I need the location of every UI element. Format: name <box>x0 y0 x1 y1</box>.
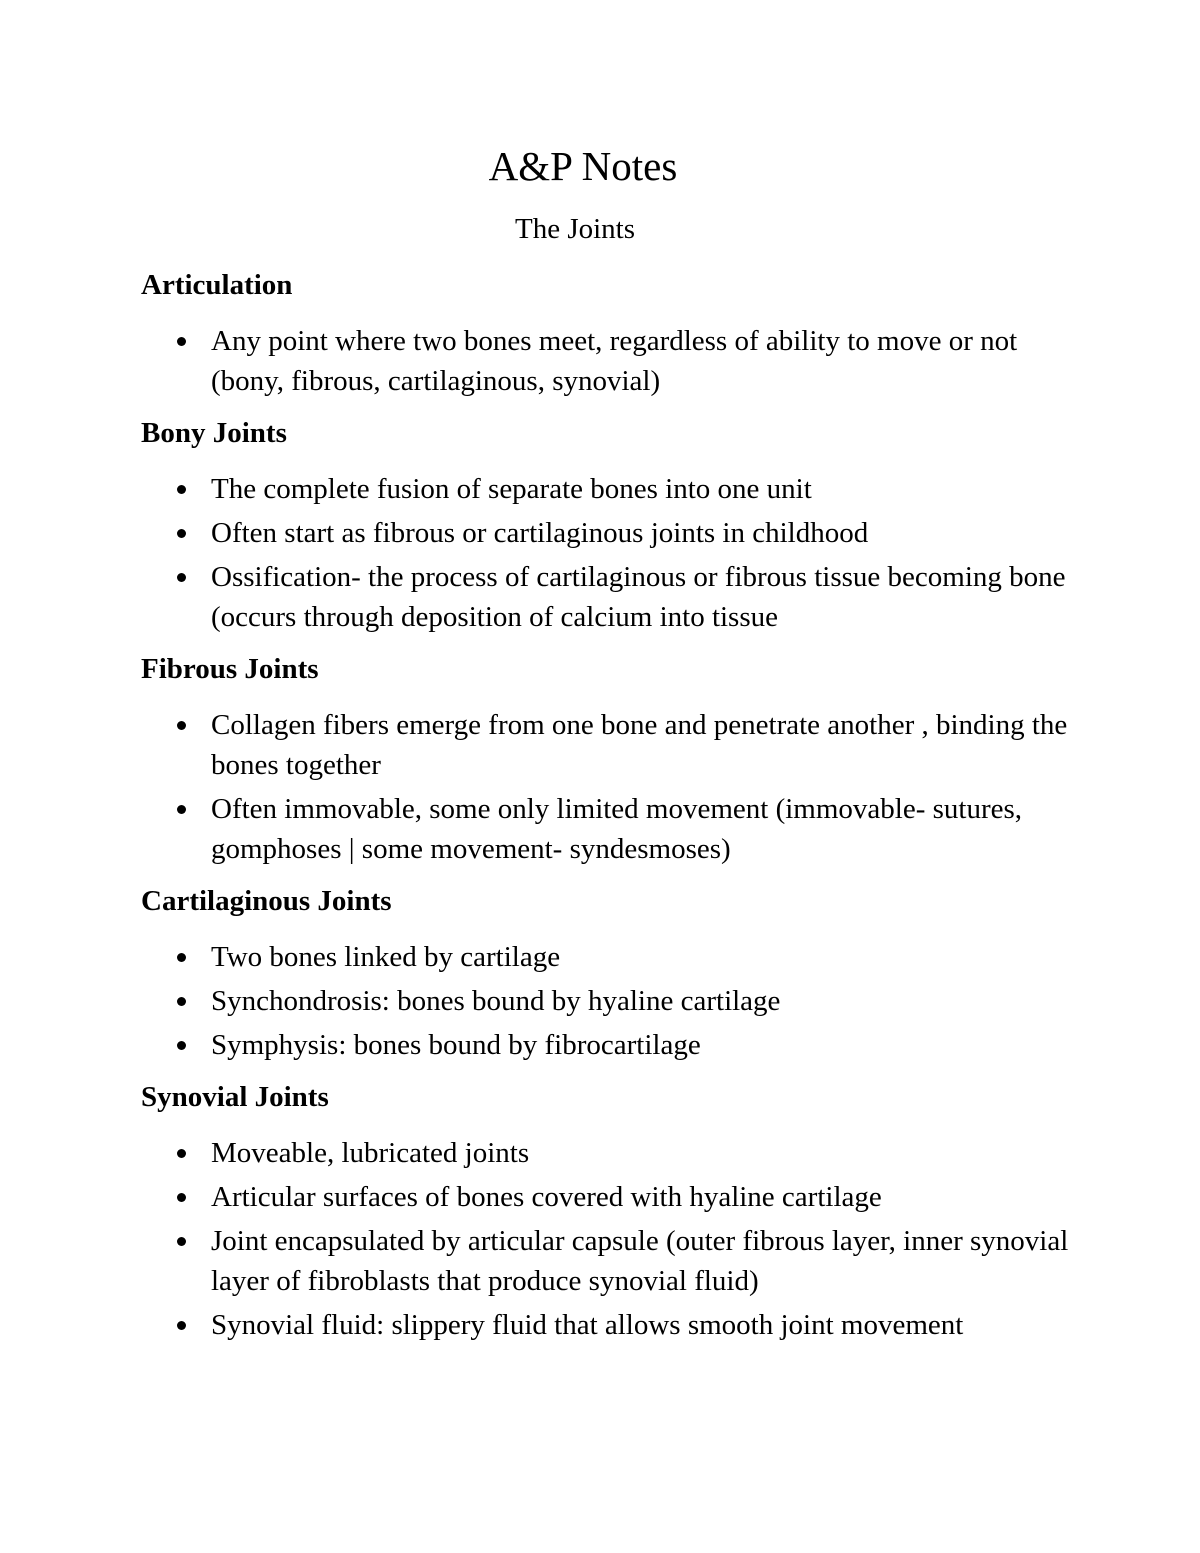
bullet-icon <box>177 485 186 494</box>
bullet-icon <box>177 529 186 538</box>
bullet-icon <box>177 337 186 346</box>
list-item <box>141 1177 1071 1217</box>
list-item-text: Articular surfaces of bones covered with hyaline cartilage <box>211 1181 882 1213</box>
bullet-icon <box>177 805 186 814</box>
list-item-text: Often immovable, some only limited movement (immovable- sutures, gomphoses | some movement- syndesmoses) <box>211 793 1023 865</box>
list-item <box>141 981 1071 1021</box>
bullet-list <box>141 705 1071 869</box>
notes-content <box>141 265 1071 1357</box>
section-heading: Cartilaginous Joints <box>141 885 392 917</box>
list-item <box>141 1133 1071 1173</box>
list-item <box>141 557 1071 637</box>
bullet-icon <box>177 953 186 962</box>
list-item <box>141 789 1071 869</box>
list-item-text: Collagen fibers emerge from one bone and penetrate another , binding the bones together <box>211 709 1068 781</box>
document-subtitle: The Joints <box>514 213 636 245</box>
list-item <box>141 1221 1071 1301</box>
section-cartilaginous-joints <box>141 881 1071 1065</box>
list-item <box>141 321 1071 401</box>
section-articulation <box>141 265 1071 401</box>
bullet-list <box>141 1133 1071 1345</box>
bullet-icon <box>177 1149 186 1158</box>
list-item-text: Any point where two bones meet, regardless of ability to move or not (bony, fibrous, cartilaginous, synovial) <box>211 325 1018 397</box>
bullet-list <box>141 321 1071 401</box>
list-item-text: Joint encapsulated by articular capsule (outer fibrous layer, inner synovial layer of fibroblasts that produce synovial fluid) <box>211 1225 1069 1297</box>
bullet-icon <box>177 573 186 582</box>
bullet-icon <box>177 1321 186 1330</box>
list-item-text: Two bones linked by cartilage <box>211 941 561 973</box>
section-heading: Fibrous Joints <box>141 653 319 685</box>
bullet-icon <box>177 997 186 1006</box>
bullet-list <box>141 937 1071 1065</box>
list-item <box>141 469 1071 509</box>
list-item-text: Synovial fluid: slippery fluid that allows smooth joint movement <box>211 1309 964 1341</box>
section-heading: Bony Joints <box>141 417 287 449</box>
bullet-icon <box>177 1237 186 1246</box>
list-item-text: Ossification- the process of cartilaginous or fibrous tissue becoming bone (occurs through deposition of calcium into tissue <box>211 561 1066 633</box>
list-item <box>141 513 1071 553</box>
list-item <box>141 1025 1071 1065</box>
section-heading: Synovial Joints <box>141 1081 329 1113</box>
list-item-text: Moveable, lubricated joints <box>211 1137 530 1169</box>
section-heading: Articulation <box>141 269 293 301</box>
list-item <box>141 705 1071 785</box>
list-item <box>141 937 1071 977</box>
section-fibrous-joints <box>141 649 1071 869</box>
list-item-text: Often start as fibrous or cartilaginous joints in childhood <box>211 517 869 549</box>
bullet-icon <box>177 1041 186 1050</box>
bullet-icon <box>177 721 186 730</box>
list-item-text: Symphysis: bones bound by fibrocartilage <box>211 1029 701 1061</box>
section-bony-joints <box>141 413 1071 637</box>
document-title: A&P Notes <box>488 143 678 189</box>
section-synovial-joints <box>141 1077 1071 1345</box>
list-item <box>141 1305 1071 1345</box>
list-item-text: Synchondrosis: bones bound by hyaline cartilage <box>211 985 781 1017</box>
bullet-icon <box>177 1193 186 1202</box>
bullet-list <box>141 469 1071 637</box>
list-item-text: The complete fusion of separate bones into one unit <box>211 473 812 505</box>
